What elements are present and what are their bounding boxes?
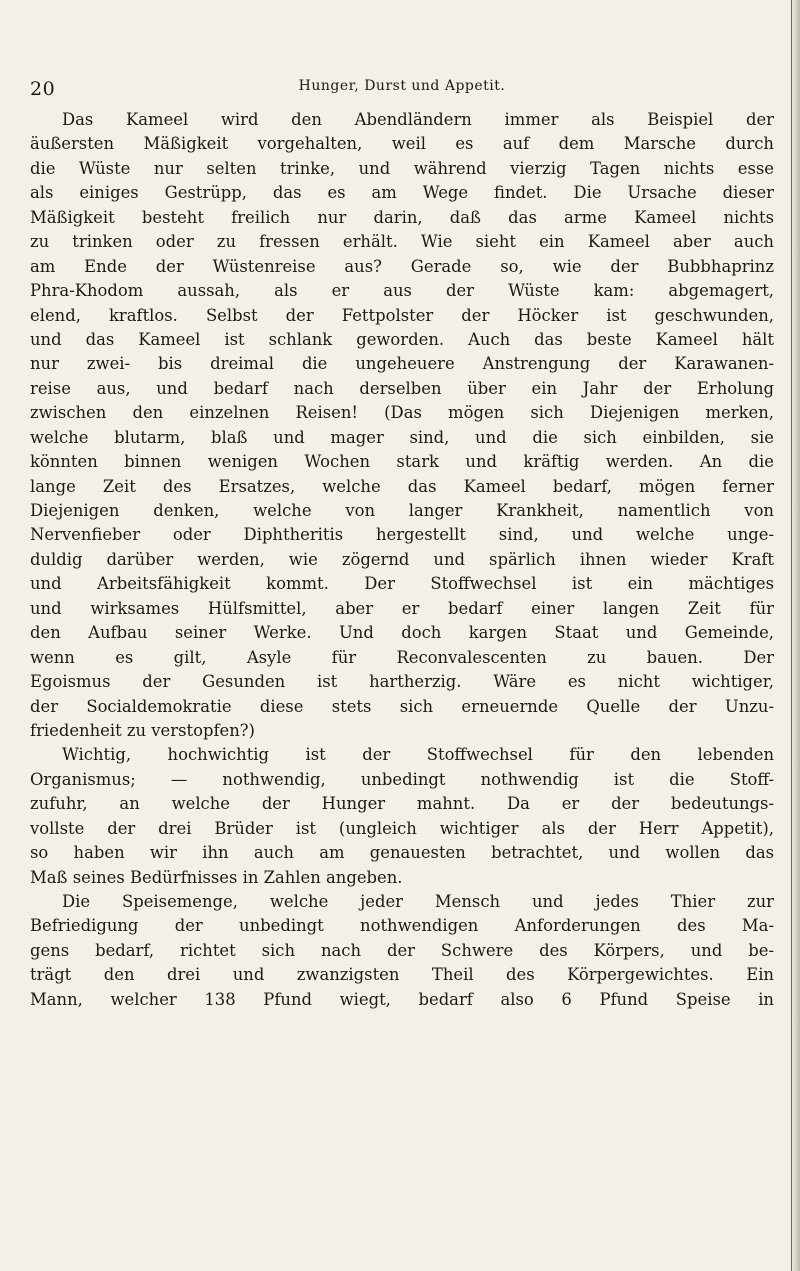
text-line: so haben wir ihn auch am genauesten betrachtet, und wollen das	[30, 843, 774, 863]
text-line: vollste der drei Brüder ist (ungleich wichtiger als der Herr Appetit),	[30, 818, 774, 838]
text-line: und Arbeitsfähigkeit kommt. Der Stoffwechsel ist ein mächtiges	[30, 574, 774, 594]
text-line: zu trinken oder zu fressen erhält. Wie sieht ein Kameel aber auch	[30, 232, 774, 252]
page-header	[30, 0, 774, 100]
page-edge-line	[791, 0, 792, 1271]
text-line: und das Kameel ist schlank geworden. Auch das beste Kameel hält	[30, 329, 774, 349]
text-line: zwischen den einzelnen Reisen! (Das mögen sich Diejenigen merken,	[30, 403, 774, 423]
text-line: elend, kraftlos. Selbst der Fettpolster der Höcker ist geschwunden,	[30, 305, 774, 325]
text-line: Nervenfieber oder Diphtheritis hergestellt sind, und welche unge-	[30, 525, 774, 545]
text-line: friedenheit zu verstopfen?)	[30, 720, 255, 740]
text-line: welche blutarm, blaß und mager sind, und die sich einbilden, sie	[30, 427, 774, 447]
text-line: zufuhr, an welche der Hunger mahnt. Da er der bedeutungs-	[30, 794, 774, 814]
text-line: äußersten Mäßigkeit vorgehalten, weil es auf dem Marsche durch	[30, 134, 774, 154]
text-line: Mann, welcher 138 Pfund wiegt, bedarf also 6 Pfund Speise in	[30, 989, 774, 1009]
text-line: Egoismus der Gesunden ist hartherzig. Wäre es nicht wichtiger,	[30, 672, 774, 692]
text-line: Maß seines Bedürfnisses in Zahlen angeben.	[30, 867, 403, 887]
running-title: Hunger, Durst und Appetit.	[298, 78, 506, 94]
text-line: nur zwei- bis dreimal die ungeheuere Anstrengung der Karawanen-	[30, 354, 774, 374]
text-line: gens bedarf, richtet sich nach der Schwere des Körpers, und be-	[30, 940, 774, 960]
text-line: Die Speisemenge, welche jeder Mensch und jedes Thier zur	[62, 892, 774, 911]
text-line: den Aufbau seiner Werke. Und doch kargen Staat und Gemeinde,	[30, 623, 774, 643]
text-line: wenn es gilt, Asyle für Reconvalescenten zu bauen. Der	[30, 647, 774, 667]
text-line: lange Zeit des Ersatzes, welche das Kameel bedarf, mögen ferner	[30, 476, 774, 496]
text-line: könnten binnen wenigen Wochen stark und kräftig werden. An die	[30, 452, 774, 472]
text-line: die Wüste nur selten trinke, und während vierzig Tagen nichts esse	[30, 158, 774, 178]
text-line: der Socialdemokratie diese stets sich erneuernde Quelle der Unzu-	[30, 696, 774, 716]
text-line: Befriedigung der unbedingt nothwendigen Anforderungen des Ma-	[30, 916, 774, 936]
text-line: am Ende der Wüstenreise aus? Gerade so, wie der Bubbhaprinz	[30, 256, 774, 276]
page-number: 20	[30, 78, 56, 100]
text-line: Mäßigkeit besteht freilich nur darin, daß das arme Kameel nichts	[30, 207, 774, 227]
text-line: Diejenigen denken, welche von langer Krankheit, namentlich von	[30, 501, 774, 520]
book-page	[30, 0, 774, 1271]
text-line: und wirksames Hülfsmittel, aber er bedarf einer langen Zeit für	[30, 598, 774, 618]
body-text	[30, 108, 774, 1012]
text-line: als einiges Gestrüpp, das es am Wege findet. Die Ursache dieser	[30, 183, 774, 203]
text-line: reise aus, und bedarf nach derselben über ein Jahr der Erholung	[30, 378, 774, 398]
text-line: Das Kameel wird den Abendländern immer als Beispiel der	[62, 110, 774, 129]
text-line: duldig darüber werden, wie zögernd und spärlich ihnen wieder Kraft	[30, 549, 774, 569]
text-line: Organismus; — nothwendig, unbedingt nothwendig ist die Stoff-	[30, 769, 774, 789]
text-line: Phra-Khodom aussah, als er aus der Wüste kam: abgemagert,	[30, 281, 774, 301]
text-line: Wichtig, hochwichtig ist der Stoffwechsel für den lebenden	[62, 745, 774, 765]
text-line: trägt den drei und zwanzigsten Theil des Körpergewichtes. Ein	[30, 965, 774, 985]
